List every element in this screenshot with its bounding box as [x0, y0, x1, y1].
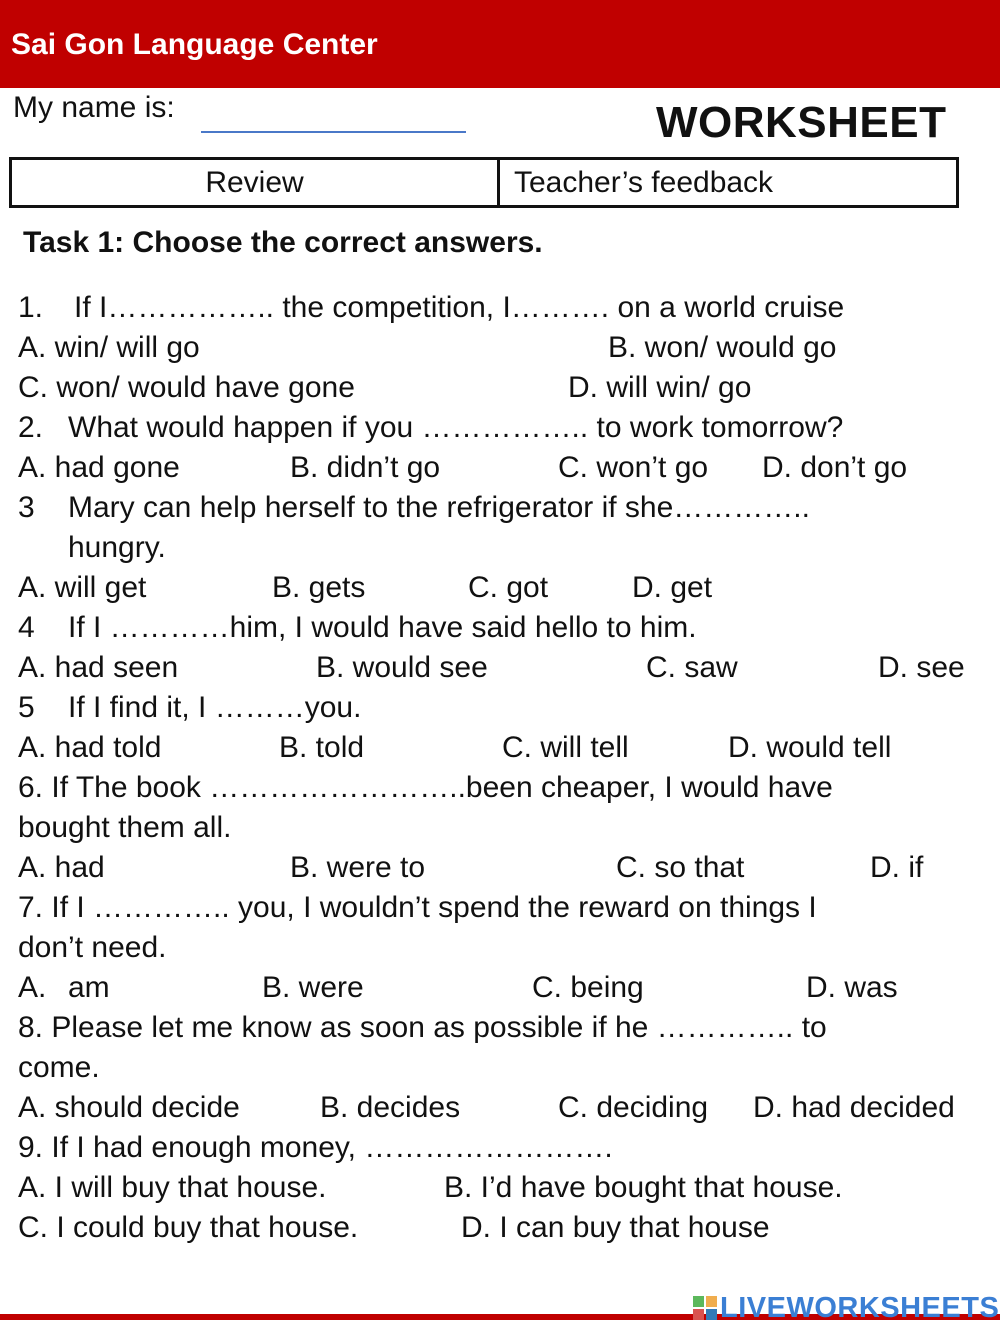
question-line-continued	[18, 808, 993, 848]
question-number: 2.	[18, 411, 44, 444]
option: B. told	[279, 731, 365, 764]
question-number: 3	[18, 491, 35, 524]
question-text: hungry.	[68, 531, 166, 564]
option: C. so that	[616, 851, 745, 884]
option: B. were	[262, 971, 364, 1004]
questions-list	[18, 288, 993, 1248]
question-line	[18, 768, 993, 808]
question-text: 9. If I had enough money, …………………….	[18, 1131, 613, 1164]
option-letter: A.	[18, 971, 47, 1004]
question-line	[18, 288, 993, 328]
name-label: My name is:	[13, 91, 175, 124]
question-line-continued	[18, 1048, 993, 1088]
name-input[interactable]	[201, 109, 466, 133]
option: C. won/ would have gone	[18, 371, 355, 404]
question-text: If I …………him, I would have said hello to him.	[68, 611, 697, 644]
option: B. gets	[272, 571, 366, 604]
option: A. had told	[18, 731, 162, 764]
option: B. would see	[316, 651, 488, 684]
option-line	[18, 568, 993, 608]
option: C. deciding	[558, 1091, 709, 1124]
center-name: Sai Gon Language Center	[11, 28, 378, 61]
question-text: come.	[18, 1051, 100, 1084]
question-number: 4	[18, 611, 35, 644]
option: A. had gone	[18, 451, 180, 484]
option: D. if	[870, 851, 924, 884]
option: D. was	[806, 971, 898, 1004]
question-line	[18, 488, 993, 528]
question-text: 7. If I ………….. you, I wouldn’t spend the reward on things I	[18, 891, 817, 924]
option: am	[68, 971, 110, 1004]
option-line	[18, 448, 993, 488]
option-line	[18, 368, 993, 408]
question-line-continued	[18, 528, 993, 568]
question-line	[18, 688, 993, 728]
option: B. decides	[320, 1091, 461, 1124]
option: C. I could buy that house.	[18, 1211, 359, 1244]
question-text: What would happen if you …………….. to work tomorrow?	[68, 411, 844, 444]
option-line	[18, 848, 993, 888]
option-line	[18, 1208, 993, 1248]
question-text: 8. Please let me know as soon as possible if he ………….. to	[18, 1011, 827, 1044]
question-text: If I find it, I ………you.	[68, 691, 362, 724]
option: C. got	[468, 571, 549, 604]
option: C. saw	[646, 651, 738, 684]
question-line	[18, 1008, 993, 1048]
option: D. had decided	[753, 1091, 955, 1124]
option: D. would tell	[728, 731, 892, 764]
question-text: Mary can help herself to the refrigerator if she…………..	[68, 491, 810, 524]
option: B. won/ would go	[608, 331, 837, 364]
option: B. didn’t go	[290, 451, 441, 484]
review-feedback-table	[9, 157, 959, 208]
option-line	[18, 728, 993, 768]
option: D. get	[632, 571, 713, 604]
option: A. should decide	[18, 1091, 240, 1124]
question-number: 5	[18, 691, 35, 724]
worksheet-title: WORKSHEET	[656, 98, 947, 147]
liveworksheets-logo[interactable]	[693, 1291, 999, 1325]
option: A. I will buy that house.	[18, 1171, 327, 1204]
teacher-feedback-cell: Teacher’s feedback	[514, 166, 774, 199]
question-text: bought them all.	[18, 811, 232, 844]
question-line	[18, 1128, 993, 1168]
question-text: 6. If The book ……………………..been cheaper, I would have	[18, 771, 833, 804]
question-line	[18, 408, 993, 448]
question-text: don’t need.	[18, 931, 167, 964]
task-heading: Task 1: Choose the correct answers.	[23, 226, 543, 259]
option: D. see	[878, 651, 965, 684]
question-text: If I…………….. the competition, I………. on a world cruise	[74, 291, 845, 324]
option: C. being	[532, 971, 644, 1004]
option: D. don’t go	[762, 451, 908, 484]
option: C. won’t go	[558, 451, 709, 484]
option: A. had	[18, 851, 105, 884]
option-line	[18, 328, 993, 368]
option: A. had seen	[18, 651, 179, 684]
option: B. were to	[290, 851, 426, 884]
question-number: 1.	[18, 291, 44, 324]
question-line	[18, 888, 993, 928]
liveworksheets-logo-icon	[693, 1296, 717, 1320]
option-line	[18, 648, 993, 688]
liveworksheets-logo-text: LIVEWORKSHEETS	[720, 1292, 1000, 1324]
option: A. win/ will go	[18, 331, 200, 364]
question-line	[18, 608, 993, 648]
header-band	[0, 0, 1000, 88]
question-line-continued	[18, 928, 993, 968]
option: D. I can buy that house	[461, 1211, 770, 1244]
option: D. will win/ go	[568, 371, 752, 404]
option-line	[18, 968, 993, 1008]
option-line	[18, 1168, 993, 1208]
option-line	[18, 1088, 993, 1128]
option: B. I’d have bought that house.	[444, 1171, 843, 1204]
option: C. will tell	[502, 731, 629, 764]
option: A. will get	[18, 571, 147, 604]
review-cell: Review	[12, 160, 500, 205]
